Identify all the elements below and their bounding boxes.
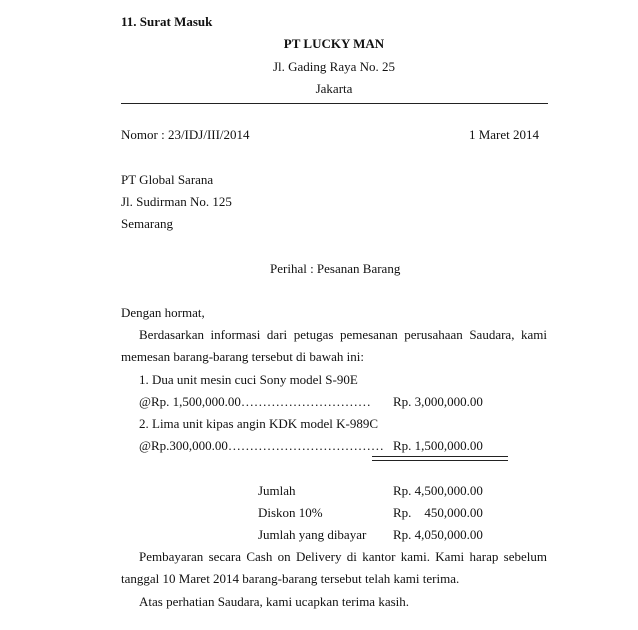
summary-value: Rp. 4,050,000.00 [393,527,483,542]
recipient-address: Jl. Sudirman No. 125 [121,194,232,209]
item-total: Rp. 3,000,000.00 [393,394,483,409]
company-address: Jl. Gading Raya No. 25 [272,59,396,74]
item-unit-price: @Rp.300,000.00……………………………… [139,438,384,453]
company-name: PT LUCKY MAN [283,36,385,51]
payment-paragraph-line1 [121,549,547,565]
summary-value: Rp. 450,000.00 [393,505,483,520]
intro-paragraph-line2: memesan barang-barang tersebut di bawah ini: [121,349,364,364]
recipient-city: Semarang [121,216,173,231]
summary-label: Jumlah [258,483,296,498]
letter-number: Nomor : 23/IDJ/III/2014 [121,127,250,142]
letterhead-divider [121,103,548,104]
greeting: Dengan hormat, [121,305,205,320]
intro-text-1: Berdasarkan informasi dari petugas pemesanan perusahaan Saudara, kami [139,327,547,342]
summary-label: Diskon 10% [258,505,323,520]
recipient-name: PT Global Sarana [121,172,214,187]
item-unit-price: @Rp. 1,500,000.00………………………… [139,394,371,409]
letter-date: 1 Maret 2014 [468,127,539,142]
item-total: Rp. 1,500,000.00 [393,438,483,453]
item-description: 1. Dua unit mesin cuci Sony model S-90E [139,372,358,387]
summary-label: Jumlah yang dibayar [258,527,367,542]
intro-paragraph-line1 [121,327,547,343]
item-description: 2. Lima unit kipas angin KDK model K-989C [139,416,379,431]
payment-text-1: Pembayaran secara Cash on Delivery di kantor kami. Kami harap sebelum [139,549,547,564]
subject-line: Perihal : Pesanan Barang [270,261,401,276]
summary-value: Rp. 4,500,000.00 [393,483,483,498]
total-double-underline [372,456,508,461]
payment-paragraph-line2: tanggal 10 Maret 2014 barang-barang tersebut telah kami terima. [121,571,460,586]
company-city: Jakarta [315,81,353,96]
section-title: 11. Surat Masuk [121,14,213,29]
closing-line: Atas perhatian Saudara, kami ucapkan terima kasih. [139,594,410,609]
